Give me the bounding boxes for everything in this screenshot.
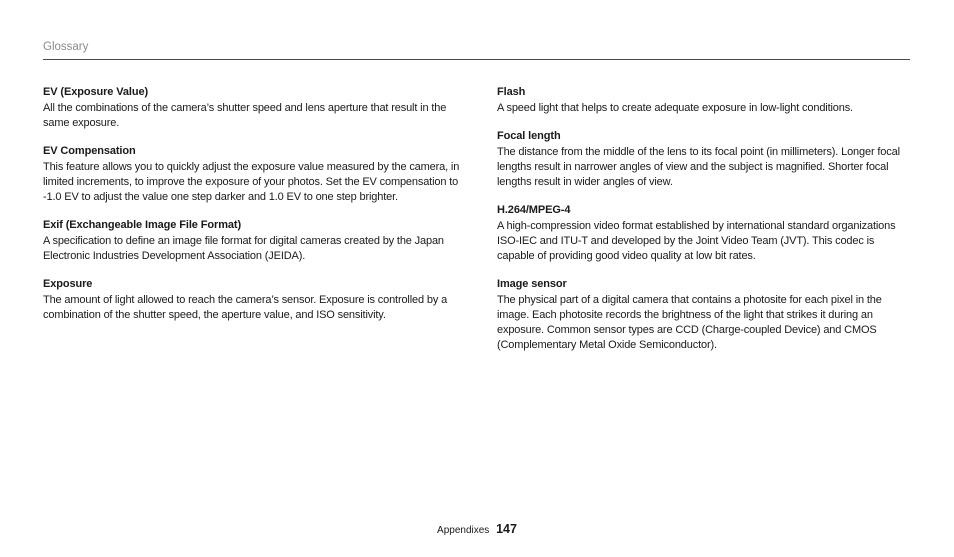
glossary-term: Flash — [497, 86, 526, 98]
glossary-term: Image sensor — [497, 278, 567, 290]
glossary-entry-ev-compensation — [43, 144, 463, 205]
glossary-entry-exposure — [43, 277, 463, 323]
glossary-entry-h264 — [497, 203, 913, 264]
glossary-definition: The physical part of a digital camera that contains a photosite for each pixel in the image. Each photosite records the brightness of the light that strikes it during an exposure. Common sensor types are CCD (Charge-coupled Device) and CMOS (Complementary Metal Oxide Semiconductor). — [497, 294, 882, 351]
glossary-definition: The distance from the middle of the lens to its focal point (in millimeters). Longer focal lengths result in narrower angles of view and the subject is magnified. Shorter focal lengths result in wider angles of view. — [497, 146, 900, 188]
glossary-term: EV Compensation — [43, 145, 136, 157]
glossary-entry-exif — [43, 218, 463, 264]
glossary-definition: All the combinations of the camera’s shutter speed and lens aperture that result in the same exposure. — [43, 102, 447, 129]
glossary-term: Exposure — [43, 278, 93, 290]
glossary-definition: The amount of light allowed to reach the camera’s sensor. Exposure is controlled by a combination of the shutter speed, the aperture value, and ISO sensitivity. — [43, 294, 448, 321]
header-divider — [43, 59, 910, 60]
footer-section-label: Appendixes — [437, 525, 490, 536]
glossary-left-column — [43, 85, 463, 336]
glossary-term: Exif (Exchangeable Image File Format) — [43, 219, 242, 231]
glossary-entry-focal-length — [497, 129, 913, 190]
glossary-right-column — [497, 85, 913, 366]
page-number: 147 — [496, 522, 517, 536]
page-title: Glossary — [43, 41, 89, 53]
glossary-definition: A high-compression video format established by international standard organizations ISO-IEC and ITU-T and developed by the Joint Video Team (JVT). This codec is capable of providing good video quality at low bit rates. — [497, 220, 896, 262]
glossary-definition: A specification to define an image file format for digital cameras created by the Japan Electronic Industries Development Association (JEIDA). — [43, 235, 444, 262]
glossary-definition: A speed light that helps to create adequate exposure in low-light conditions. — [497, 102, 853, 114]
page-footer — [0, 522, 954, 536]
glossary-term: EV (Exposure Value) — [43, 86, 149, 98]
glossary-entry-ev — [43, 85, 463, 131]
glossary-entry-image-sensor — [497, 277, 913, 353]
glossary-entry-flash — [497, 85, 913, 116]
glossary-definition: This feature allows you to quickly adjust the exposure value measured by the camera, in limited increments, to improve the exposure of your photos. Set the EV compensation to -1.0 EV to adjust the value one step darker and 1.0 EV to one step brighter. — [43, 161, 460, 203]
glossary-term: H.264/MPEG-4 — [497, 204, 571, 216]
glossary-term: Focal length — [497, 130, 561, 142]
